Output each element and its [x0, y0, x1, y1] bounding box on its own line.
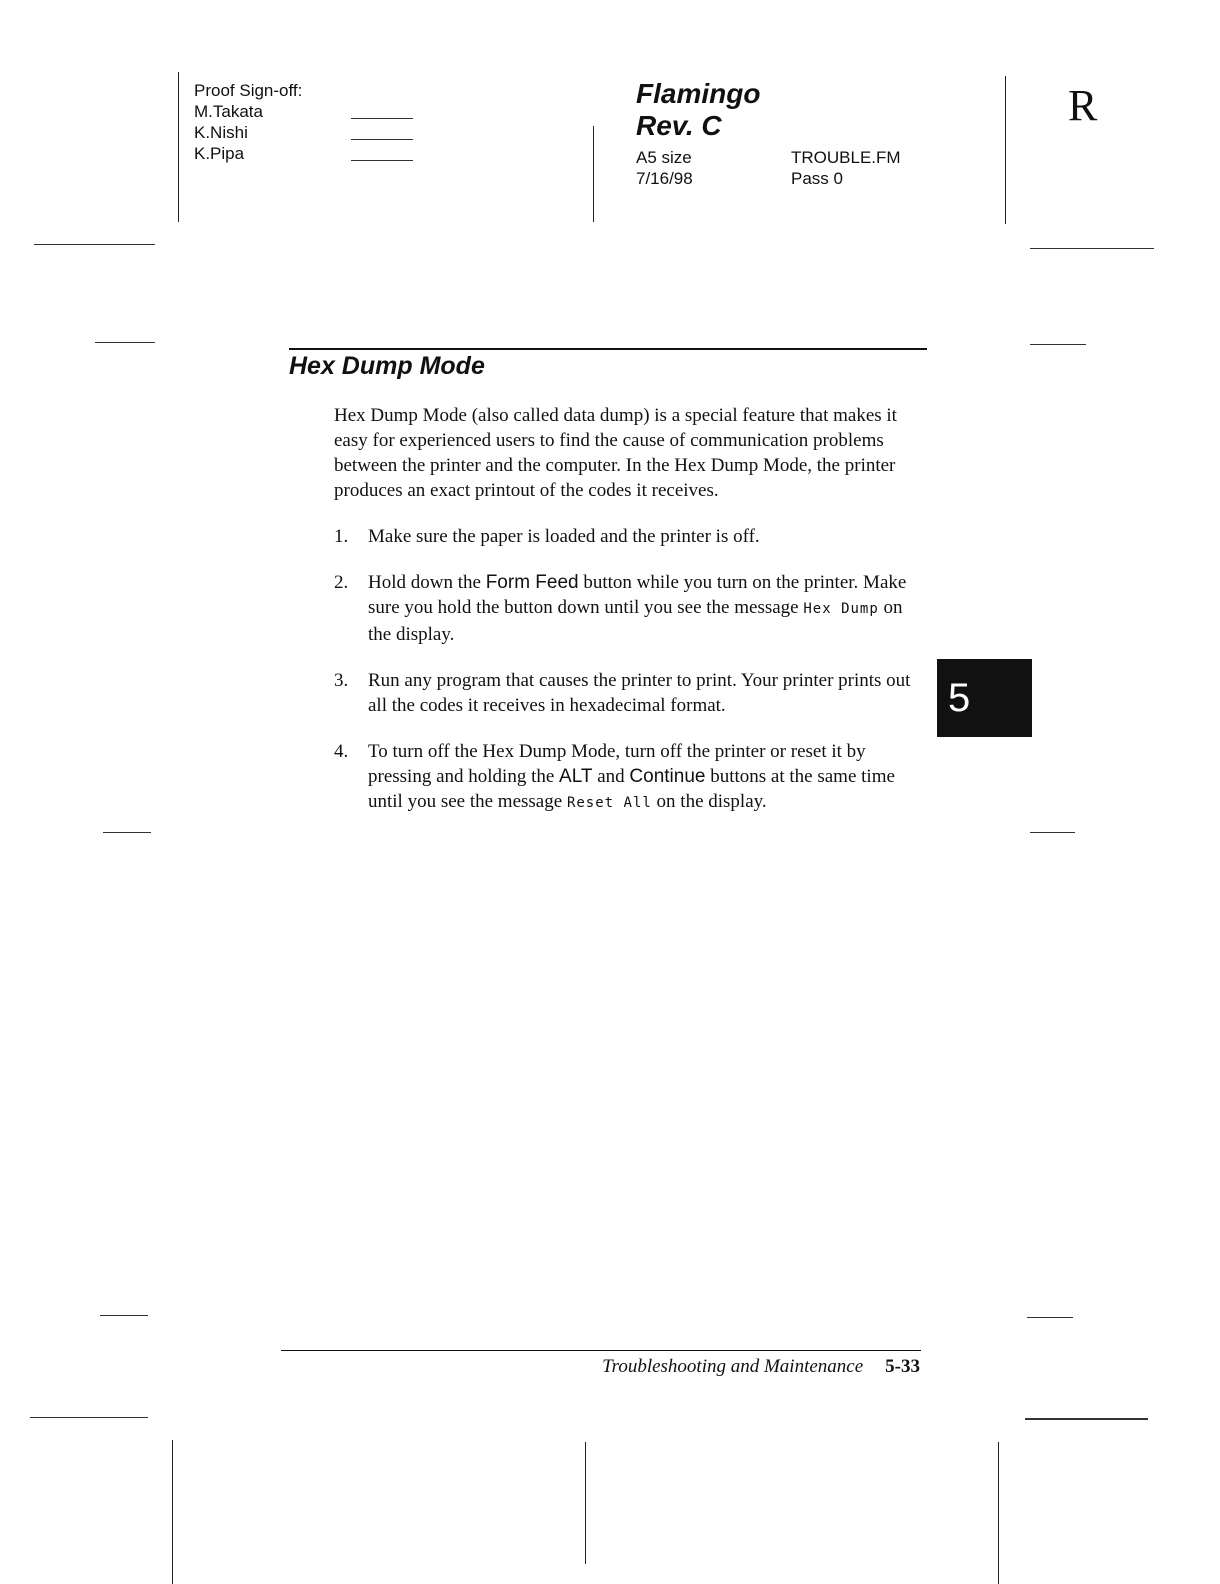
project-title — [636, 78, 760, 142]
signer-name: K.Nishi — [194, 123, 248, 142]
steps-list — [334, 524, 928, 816]
meta-right — [791, 147, 901, 189]
page-footer — [282, 1356, 920, 1378]
crop-mark — [585, 1442, 586, 1564]
crop-mark — [593, 126, 594, 222]
crop-mark — [1030, 248, 1154, 249]
corner-mark: R — [1068, 81, 1098, 130]
signer-name: K.Pipa — [194, 144, 245, 163]
proof-signoff — [194, 80, 302, 164]
crop-mark — [34, 244, 155, 245]
step-text: Run any program that causes the printer to print. Your printer prints out all the codes it receives in hexadecimal format. — [368, 670, 911, 716]
revision: Rev. C — [636, 110, 722, 141]
crop-mark — [30, 1417, 148, 1418]
crop-mark — [1030, 832, 1075, 833]
heading-rule — [289, 348, 927, 350]
crop-mark — [1025, 1418, 1148, 1420]
step-number: 1. — [334, 526, 349, 547]
section-title: Hex Dump Mode — [289, 352, 485, 380]
list-item — [334, 668, 928, 718]
signer-name: M.Takata — [194, 102, 263, 121]
chapter-tab: 5 — [937, 659, 1032, 737]
crop-mark — [998, 1442, 999, 1584]
signoff-label: Proof Sign-off: — [194, 81, 303, 100]
signature-line — [351, 160, 413, 161]
file-name: TROUBLE.FM — [791, 148, 901, 167]
signature-line — [351, 118, 413, 119]
button-name: Continue — [629, 766, 706, 787]
intro-paragraph: Hex Dump Mode (also called data dump) is a special feature that makes it easy for experienced users to find the cause of communication problems between the printer and the computer. In the Hex Dump Mode, the printer produces an exact printout of the codes it receives. — [334, 405, 897, 501]
list-item — [334, 524, 928, 549]
signature-line — [351, 139, 413, 140]
list-item — [334, 739, 928, 816]
footer-rule — [281, 1350, 921, 1351]
step-number: 3. — [334, 670, 349, 691]
meta-left — [636, 147, 693, 189]
footer-chapter-title: Troubleshooting and Maintenance — [602, 1356, 864, 1377]
project-name: Flamingo — [636, 78, 761, 109]
crop-mark — [95, 342, 155, 343]
step-text: To turn off the Hex Dump Mode, turn off the printer or reset it by pressing and holding the — [368, 741, 866, 787]
step-text: buttons at the same time until you see the message — [368, 766, 895, 812]
step-text: and — [597, 766, 625, 787]
section-body — [334, 403, 928, 837]
step-text: Hold down the — [368, 572, 481, 593]
crop-mark — [103, 832, 151, 833]
display-message: Hex Dump — [803, 601, 879, 617]
page-size: A5 size — [636, 148, 692, 167]
crop-mark — [100, 1315, 148, 1316]
step-text: button while you turn on the printer. Make sure you hold the button down until you see the message — [368, 572, 907, 618]
step-text: on the display. — [368, 597, 903, 645]
page-number: 5-33 — [885, 1356, 920, 1377]
crop-mark — [1027, 1317, 1073, 1318]
button-name: ALT — [559, 766, 593, 787]
crop-mark — [178, 72, 179, 222]
button-name: Form Feed — [485, 572, 579, 593]
crop-mark — [1030, 344, 1086, 345]
pass: Pass 0 — [791, 169, 843, 188]
list-item — [334, 570, 928, 647]
crop-mark — [1005, 76, 1006, 224]
step-text: Make sure the paper is loaded and the printer is off. — [368, 526, 760, 547]
date: 7/16/98 — [636, 169, 693, 188]
crop-mark — [172, 1440, 173, 1584]
step-number: 2. — [334, 572, 349, 593]
display-message: Reset All — [566, 795, 652, 811]
step-number: 4. — [334, 741, 349, 762]
step-text: on the display. — [656, 791, 767, 812]
